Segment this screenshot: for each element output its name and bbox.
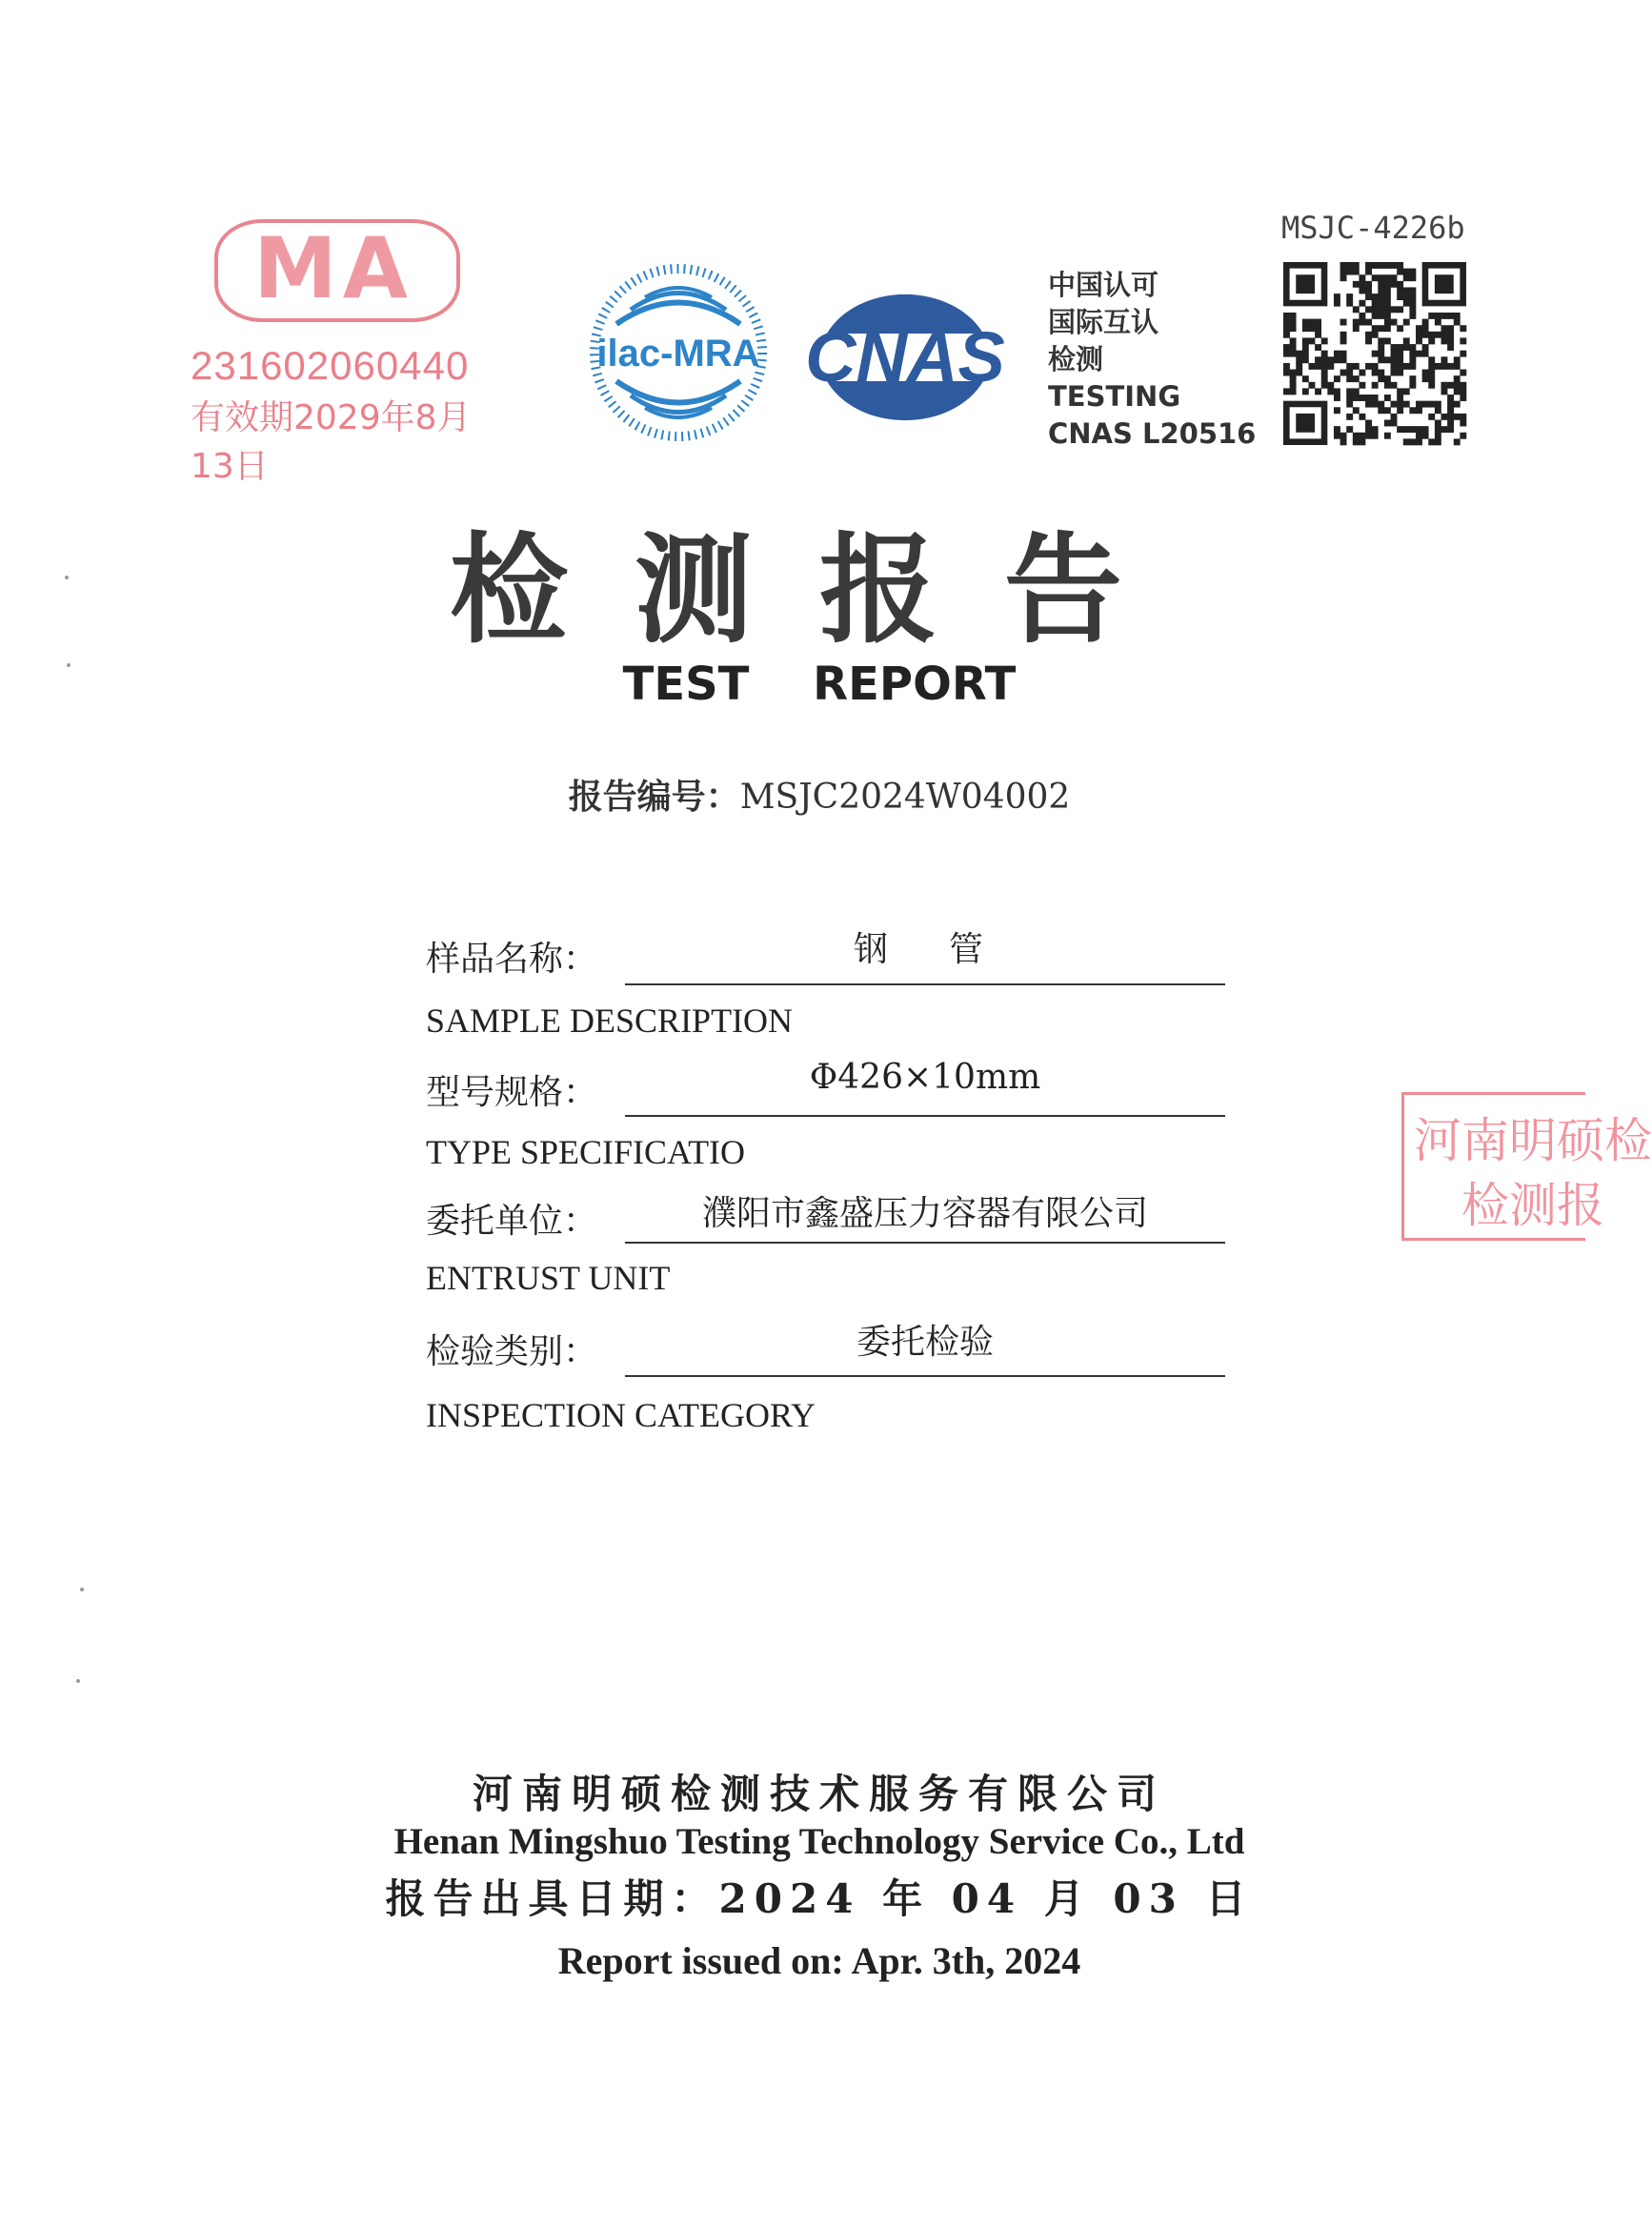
issue-date-cn: 报告出具日期：2024 年 04 月 03 日: [385, 1875, 1254, 1922]
scan-speck: [80, 1588, 84, 1591]
accreditation-line: 检测: [1048, 343, 1104, 375]
field-label-type: 型号规格：: [426, 1073, 598, 1112]
stamp-line-2: 检测报: [1461, 1178, 1604, 1233]
field-en-label-category: INSPECTION CATEGORY: [426, 1396, 816, 1434]
accreditation-line: 中国认可: [1048, 269, 1159, 301]
field-value-entrust: 濮阳市鑫盛压力容器有限公司: [701, 1194, 1148, 1233]
cma-seal: [186, 212, 500, 486]
accreditation-line: CNAS L20516: [1048, 417, 1257, 450]
company-name-en: Henan Mingshuo Testing Technology Service Co., Ltd: [393, 1821, 1245, 1862]
field-en-label-sample: SAMPLE DESCRIPTION: [426, 1002, 794, 1040]
report-number-value: MSJC2024W04002: [739, 778, 1071, 817]
issue-date-en: Report issued on: Apr. 3th, 2024: [557, 1939, 1081, 1982]
scan-speck: [65, 576, 69, 579]
field-label-entrust: 委托单位：: [426, 1202, 598, 1241]
field-en-label-type: TYPE SPECIFICATIO: [426, 1133, 746, 1171]
field-label-sample: 样品名称：: [426, 940, 598, 979]
company-name-cn: 河南明硕检测技术服务有限公司: [472, 1771, 1166, 1817]
field-underline: [625, 1375, 1225, 1377]
field-underline: [625, 1242, 1225, 1244]
cma-seal-letters: MA: [253, 219, 413, 317]
scan-speck: [67, 663, 71, 667]
field-value-category: 委托检验: [856, 1323, 994, 1362]
cma-number: 231602060440: [191, 343, 470, 388]
ilac-mra-logo: [583, 257, 774, 457]
report-number: [0, 770, 1639, 819]
field-en-label-entrust: ENTRUST UNIT: [426, 1259, 671, 1297]
company-seal-stamp: [1401, 1092, 1652, 1241]
field-value-type: Φ426×10mm: [809, 1058, 1041, 1097]
cma-validity: 有效期2029年8月13日: [191, 398, 472, 486]
report-number-label: 报告编号：: [568, 778, 740, 817]
accreditation-text: [1048, 267, 1256, 453]
accreditation-line: 国际互认: [1048, 306, 1159, 338]
report-title-en: TEST REPORT: [622, 658, 1017, 711]
scan-speck: [76, 1679, 80, 1683]
cnas-logo: [798, 267, 1012, 448]
accreditation-line: TESTING: [1048, 380, 1181, 413]
ilac-mra-text: ilac-MRA: [596, 333, 760, 375]
ilac-mra-icon: [583, 257, 774, 457]
field-underline: [625, 983, 1225, 985]
cnas-logo-text: CNAS: [805, 317, 1005, 396]
qr-code-icon: [1283, 262, 1466, 445]
document-code: MSJC-4226b: [1281, 210, 1465, 246]
stamp-line-1: 河南明硕检: [1414, 1113, 1652, 1168]
field-underline: [625, 1115, 1225, 1117]
field-value-sample: 钢 管: [853, 930, 997, 969]
field-label-category: 检验类别：: [426, 1332, 598, 1371]
report-title-cn: 检测报告: [449, 521, 1189, 659]
